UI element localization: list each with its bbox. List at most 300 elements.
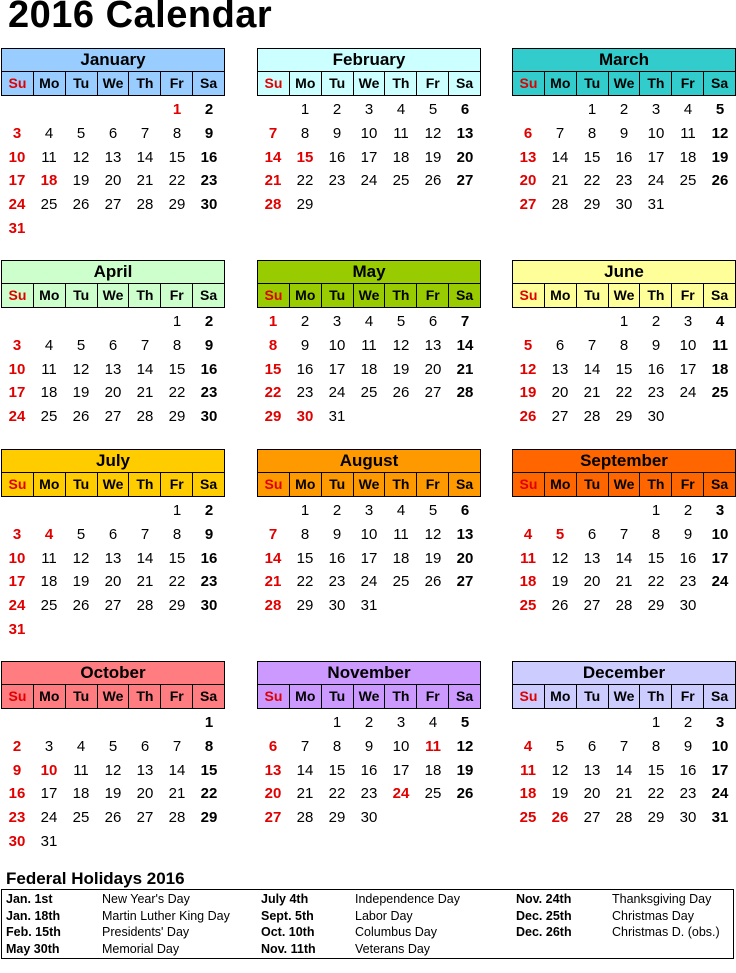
day-grid — [1, 499, 225, 642]
day-cell: 7 — [300, 737, 310, 755]
empty-cell — [97, 711, 129, 735]
holiday-date: Sept. 5th — [261, 908, 314, 923]
day-cell: 2 — [204, 313, 214, 330]
day-cell: 4 — [523, 525, 533, 543]
weekday-label: Su — [258, 284, 290, 307]
empty-cell — [97, 499, 129, 523]
month-name: March — [512, 48, 736, 72]
day-grid — [257, 499, 481, 618]
day-cell: 4 — [44, 525, 54, 543]
empty-cell — [1, 310, 33, 334]
day-cell: 5 — [460, 714, 470, 731]
day-cell: 11 — [680, 124, 696, 142]
day-cell: 24 — [711, 785, 729, 803]
day-grid — [257, 310, 481, 429]
day-cell: 6 — [140, 737, 150, 755]
holiday-row — [516, 891, 736, 908]
weekday-label: Sa — [200, 688, 218, 704]
day-cell: 20 — [456, 148, 474, 166]
weekday-label: Mo — [34, 473, 66, 496]
day-cell: 30 — [679, 809, 697, 827]
day-cell: 16 — [679, 549, 697, 567]
weekday-label: Th — [640, 72, 672, 95]
day-cell: 25 — [519, 597, 537, 615]
month-name: November — [257, 661, 481, 685]
weekday-label: We — [609, 685, 641, 708]
day-cell: 23 — [328, 573, 346, 591]
weekday-label: Sa — [200, 75, 218, 91]
day-grid — [1, 98, 225, 241]
month-october — [1, 661, 225, 854]
weekday-label: Fr — [672, 473, 704, 496]
day-cell: 28 — [615, 809, 633, 827]
holiday-name: Thanksgiving Day — [612, 892, 712, 906]
day-cell: 3 — [651, 101, 661, 118]
day-cell: 6 — [587, 525, 597, 543]
day-cell: 6 — [428, 313, 438, 330]
day-cell: 3 — [12, 525, 22, 543]
weekday-label: Su — [258, 685, 290, 708]
day-cell: 1 — [651, 502, 661, 519]
day-cell: 23 — [328, 172, 346, 190]
day-cell: 31 — [711, 809, 729, 827]
day-cell: 21 — [136, 172, 154, 190]
empty-cell — [576, 310, 608, 334]
day-cell: 17 — [328, 360, 346, 378]
day-cell: 9 — [12, 761, 22, 779]
weekday-label: Sa — [711, 75, 729, 91]
day-cell: 23 — [679, 573, 697, 591]
day-cell: 7 — [460, 313, 470, 330]
day-cell: 12 — [519, 360, 537, 378]
weekday-label: We — [98, 284, 130, 307]
day-cell: 19 — [104, 785, 122, 803]
day-cell: 12 — [551, 549, 569, 567]
day-cell: 30 — [647, 408, 665, 426]
day-cell: 11 — [520, 761, 536, 779]
day-cell: 23 — [647, 384, 665, 402]
weekday-label: We — [609, 72, 641, 95]
day-cell: 21 — [168, 785, 186, 803]
empty-cell — [608, 499, 640, 523]
day-cell: 27 — [583, 597, 601, 615]
day-cell: 30 — [328, 597, 346, 615]
day-cell: 16 — [615, 148, 633, 166]
day-cell: 12 — [104, 761, 122, 779]
day-cell: 19 — [72, 172, 90, 190]
day-cell: 15 — [168, 549, 186, 567]
day-cell: 5 — [76, 124, 86, 142]
empty-cell — [97, 310, 129, 334]
holiday-date: Nov. 24th — [516, 892, 572, 906]
day-cell: 2 — [683, 502, 693, 519]
month-name: January — [1, 48, 225, 72]
month-name: September — [512, 449, 736, 473]
day-cell: 10 — [8, 360, 26, 378]
weekday-label: We — [354, 72, 386, 95]
day-cell: 23 — [360, 785, 378, 803]
weekday-label: Fr — [417, 685, 449, 708]
weekday-label: We — [354, 473, 386, 496]
empty-cell — [512, 310, 544, 334]
weekday-label: Su — [513, 284, 545, 307]
day-cell: 27 — [551, 408, 569, 426]
month-december — [512, 661, 736, 830]
day-cell: 23 — [615, 172, 633, 190]
day-cell: 22 — [647, 785, 665, 803]
weekday-label: Sa — [200, 476, 218, 492]
empty-cell — [257, 499, 289, 523]
day-cell: 18 — [72, 785, 90, 803]
weekday-header — [257, 284, 481, 308]
day-cell: 19 — [72, 384, 90, 402]
day-cell: 5 — [428, 101, 438, 118]
holidays-title: Federal Holidays 2016 — [6, 869, 185, 888]
weekday-header — [257, 72, 481, 96]
day-cell: 9 — [332, 525, 342, 543]
day-cell: 16 — [360, 761, 378, 779]
empty-cell — [33, 499, 65, 523]
day-cell: 15 — [296, 549, 314, 567]
weekday-label: Su — [2, 72, 34, 95]
empty-cell — [576, 499, 608, 523]
day-cell: 13 — [456, 124, 474, 142]
day-cell: 20 — [104, 384, 122, 402]
day-cell: 17 — [360, 148, 378, 166]
day-cell: 1 — [300, 101, 310, 118]
day-cell: 14 — [615, 761, 633, 779]
page-title: 2016 Calendar — [8, 0, 273, 36]
day-cell: 7 — [140, 336, 150, 354]
day-cell: 13 — [456, 525, 474, 543]
day-cell: 16 — [328, 549, 346, 567]
day-cell: 24 — [360, 573, 378, 591]
day-cell: 9 — [683, 525, 693, 543]
day-cell: 7 — [619, 525, 629, 543]
weekday-label: Mo — [545, 473, 577, 496]
day-cell: 8 — [172, 336, 182, 354]
day-cell: 30 — [200, 196, 218, 214]
holiday-name: Presidents' Day — [102, 925, 190, 940]
day-cell: 14 — [456, 336, 474, 354]
weekday-label: Th — [385, 284, 417, 307]
weekday-label: Th — [129, 473, 161, 496]
weekday-label: Tu — [66, 473, 98, 496]
day-cell: 25 — [392, 573, 410, 591]
day-cell: 15 — [583, 148, 601, 166]
holiday-date: Nov. 11th — [261, 941, 316, 956]
day-cell: 8 — [300, 525, 310, 543]
day-cell: 14 — [136, 360, 154, 378]
weekday-label: Fr — [161, 685, 193, 708]
weekday-label: Tu — [66, 72, 98, 95]
day-cell: 13 — [551, 360, 569, 378]
empty-cell — [129, 310, 161, 334]
day-cell: 28 — [264, 597, 282, 615]
weekday-label: Sa — [456, 688, 474, 704]
day-cell: 4 — [396, 502, 406, 519]
day-cell: 7 — [140, 124, 150, 142]
day-cell: 6 — [268, 737, 278, 755]
day-cell: 20 — [136, 785, 154, 803]
day-cell: 11 — [41, 549, 57, 567]
empty-cell — [608, 711, 640, 735]
day-cell: 28 — [136, 597, 154, 615]
holiday-row — [516, 924, 736, 941]
day-cell: 25 — [519, 809, 537, 827]
day-cell: 21 — [264, 573, 282, 591]
day-cell: 7 — [555, 124, 565, 142]
day-cell: 5 — [555, 525, 565, 543]
day-cell: 16 — [679, 761, 697, 779]
day-cell: 21 — [136, 573, 154, 591]
day-cell: 26 — [424, 172, 442, 190]
day-cell: 17 — [8, 573, 26, 591]
day-cell: 22 — [328, 785, 346, 803]
empty-cell — [33, 310, 65, 334]
day-cell: 10 — [328, 336, 346, 354]
holiday-date: Jan. 18th — [6, 908, 61, 923]
day-cell: 18 — [679, 148, 697, 166]
day-cell: 22 — [615, 384, 633, 402]
holiday-row — [6, 941, 246, 958]
holiday-row — [6, 924, 246, 941]
day-cell: 28 — [264, 196, 282, 214]
day-cell: 3 — [683, 313, 693, 330]
day-cell: 12 — [72, 360, 90, 378]
day-cell: 4 — [523, 737, 533, 755]
empty-cell — [33, 711, 65, 735]
day-cell: 18 — [711, 360, 729, 378]
day-cell: 25 — [40, 196, 58, 214]
day-cell: 4 — [76, 737, 86, 755]
day-cell: 12 — [551, 761, 569, 779]
day-cell: 19 — [392, 360, 410, 378]
day-cell: 25 — [40, 597, 58, 615]
day-cell: 26 — [72, 196, 90, 214]
day-cell: 10 — [40, 761, 58, 779]
day-cell: 16 — [200, 148, 218, 166]
weekday-label: Tu — [577, 473, 609, 496]
day-cell: 28 — [168, 809, 186, 827]
day-cell: 19 — [551, 785, 569, 803]
day-cell: 6 — [523, 124, 533, 142]
day-cell: 3 — [332, 313, 342, 330]
day-cell: 22 — [168, 384, 186, 402]
day-cell: 29 — [168, 196, 186, 214]
day-cell: 25 — [40, 408, 58, 426]
weekday-label: Fr — [672, 284, 704, 307]
day-cell: 12 — [392, 336, 410, 354]
day-cell: 8 — [300, 124, 310, 142]
day-cell: 29 — [296, 597, 314, 615]
day-cell: 8 — [651, 737, 661, 755]
day-cell: 25 — [424, 785, 442, 803]
month-name: July — [1, 449, 225, 473]
day-cell: 15 — [168, 360, 186, 378]
empty-cell — [65, 310, 97, 334]
day-cell: 3 — [44, 737, 54, 755]
day-cell: 17 — [40, 785, 58, 803]
day-cell: 4 — [396, 101, 406, 118]
day-cell: 8 — [619, 336, 629, 354]
day-cell: 27 — [136, 809, 154, 827]
day-cell: 31 — [8, 620, 26, 638]
day-cell: 17 — [8, 384, 26, 402]
day-cell: 9 — [204, 525, 214, 543]
weekday-header — [1, 284, 225, 308]
day-cell: 13 — [424, 336, 442, 354]
day-cell: 20 — [456, 549, 474, 567]
day-cell: 19 — [519, 384, 537, 402]
holiday-date: Dec. 25th — [516, 908, 572, 923]
day-cell: 27 — [456, 172, 474, 190]
day-cell: 2 — [204, 101, 214, 118]
day-cell: 19 — [424, 148, 442, 166]
weekday-label: Tu — [322, 284, 354, 307]
weekday-header — [1, 473, 225, 497]
day-cell: 16 — [200, 549, 218, 567]
day-cell: 1 — [300, 502, 310, 519]
empty-cell — [257, 711, 289, 735]
day-cell: 31 — [647, 196, 665, 214]
day-cell: 27 — [456, 573, 474, 591]
day-cell: 8 — [332, 737, 342, 755]
day-cell: 6 — [555, 336, 565, 354]
day-cell: 2 — [300, 313, 310, 330]
day-cell: 26 — [392, 384, 410, 402]
weekday-label: Th — [129, 685, 161, 708]
day-cell: 4 — [364, 313, 374, 330]
day-cell: 21 — [551, 172, 569, 190]
holiday-date: Feb. 15th — [6, 925, 61, 940]
holiday-date: Oct. 10th — [261, 925, 315, 940]
empty-cell — [97, 98, 129, 122]
day-cell: 3 — [715, 502, 725, 519]
holiday-date: Dec. 26th — [516, 925, 572, 940]
day-cell: 2 — [332, 502, 342, 519]
day-cell: 20 — [583, 573, 601, 591]
weekday-label: Sa — [456, 75, 474, 91]
day-cell: 31 — [328, 408, 346, 426]
empty-cell — [65, 499, 97, 523]
holiday-name: New Year's Day — [102, 892, 190, 906]
day-cell: 19 — [711, 148, 729, 166]
day-cell: 22 — [583, 172, 601, 190]
day-cell: 18 — [360, 360, 378, 378]
day-cell: 17 — [392, 761, 410, 779]
weekday-label: Th — [640, 685, 672, 708]
empty-cell — [544, 711, 576, 735]
day-cell: 30 — [360, 809, 378, 827]
day-cell: 26 — [72, 597, 90, 615]
day-cell: 18 — [40, 172, 58, 190]
day-cell: 8 — [172, 525, 182, 543]
empty-cell — [129, 499, 161, 523]
month-june — [512, 260, 736, 429]
day-cell: 20 — [104, 573, 122, 591]
weekday-label: Su — [513, 72, 545, 95]
month-name: December — [512, 661, 736, 685]
day-cell: 25 — [392, 172, 410, 190]
day-cell: 1 — [619, 313, 629, 330]
day-cell: 18 — [424, 761, 442, 779]
day-cell: 22 — [168, 573, 186, 591]
weekday-label: We — [609, 473, 641, 496]
day-cell: 23 — [200, 172, 218, 190]
day-cell: 26 — [104, 809, 122, 827]
weekday-label: Fr — [672, 72, 704, 95]
day-cell: 31 — [360, 597, 378, 615]
weekday-label: Th — [640, 284, 672, 307]
day-cell: 9 — [204, 124, 214, 142]
day-cell: 1 — [332, 714, 342, 731]
day-cell: 7 — [172, 737, 182, 755]
day-cell: 18 — [40, 384, 58, 402]
day-cell: 18 — [392, 549, 410, 567]
day-cell: 17 — [360, 549, 378, 567]
holiday-name: Christmas D. (obs.) — [612, 925, 720, 940]
day-cell: 19 — [551, 573, 569, 591]
weekday-header — [512, 473, 736, 497]
weekday-label: Mo — [34, 685, 66, 708]
day-cell: 30 — [615, 196, 633, 214]
day-cell: 21 — [583, 384, 601, 402]
day-grid — [512, 499, 736, 618]
day-cell: 22 — [296, 573, 314, 591]
day-cell: 25 — [679, 172, 697, 190]
day-cell: 23 — [296, 384, 314, 402]
month-february — [257, 48, 481, 217]
day-cell: 17 — [711, 761, 729, 779]
day-cell: 4 — [428, 714, 438, 731]
empty-cell — [544, 98, 576, 122]
weekday-label: Mo — [34, 72, 66, 95]
day-cell: 27 — [424, 384, 442, 402]
day-cell: 21 — [296, 785, 314, 803]
day-cell: 29 — [647, 809, 665, 827]
day-cell: 23 — [200, 573, 218, 591]
day-cell: 13 — [136, 761, 154, 779]
empty-cell — [129, 711, 161, 735]
day-cell: 23 — [679, 785, 697, 803]
month-name: April — [1, 260, 225, 284]
day-cell: 5 — [428, 502, 438, 519]
day-cell: 6 — [460, 502, 470, 519]
day-cell: 18 — [40, 573, 58, 591]
day-cell: 26 — [456, 785, 474, 803]
day-cell: 28 — [136, 196, 154, 214]
day-cell: 27 — [104, 196, 122, 214]
day-cell: 5 — [396, 313, 406, 330]
weekday-label: Fr — [417, 72, 449, 95]
holiday-name: Christmas Day — [612, 908, 694, 923]
day-cell: 18 — [519, 573, 537, 591]
day-cell: 21 — [456, 360, 474, 378]
day-cell: 9 — [300, 336, 310, 354]
day-cell: 2 — [651, 313, 661, 330]
empty-cell — [1, 499, 33, 523]
month-name: February — [257, 48, 481, 72]
day-cell: 17 — [679, 360, 697, 378]
day-cell: 24 — [8, 597, 26, 615]
holiday-name: Labor Day — [355, 908, 413, 923]
day-cell: 28 — [296, 809, 314, 827]
weekday-label: We — [354, 685, 386, 708]
day-cell: 2 — [204, 502, 214, 519]
day-cell: 1 — [268, 313, 278, 330]
day-cell: 23 — [8, 809, 26, 827]
